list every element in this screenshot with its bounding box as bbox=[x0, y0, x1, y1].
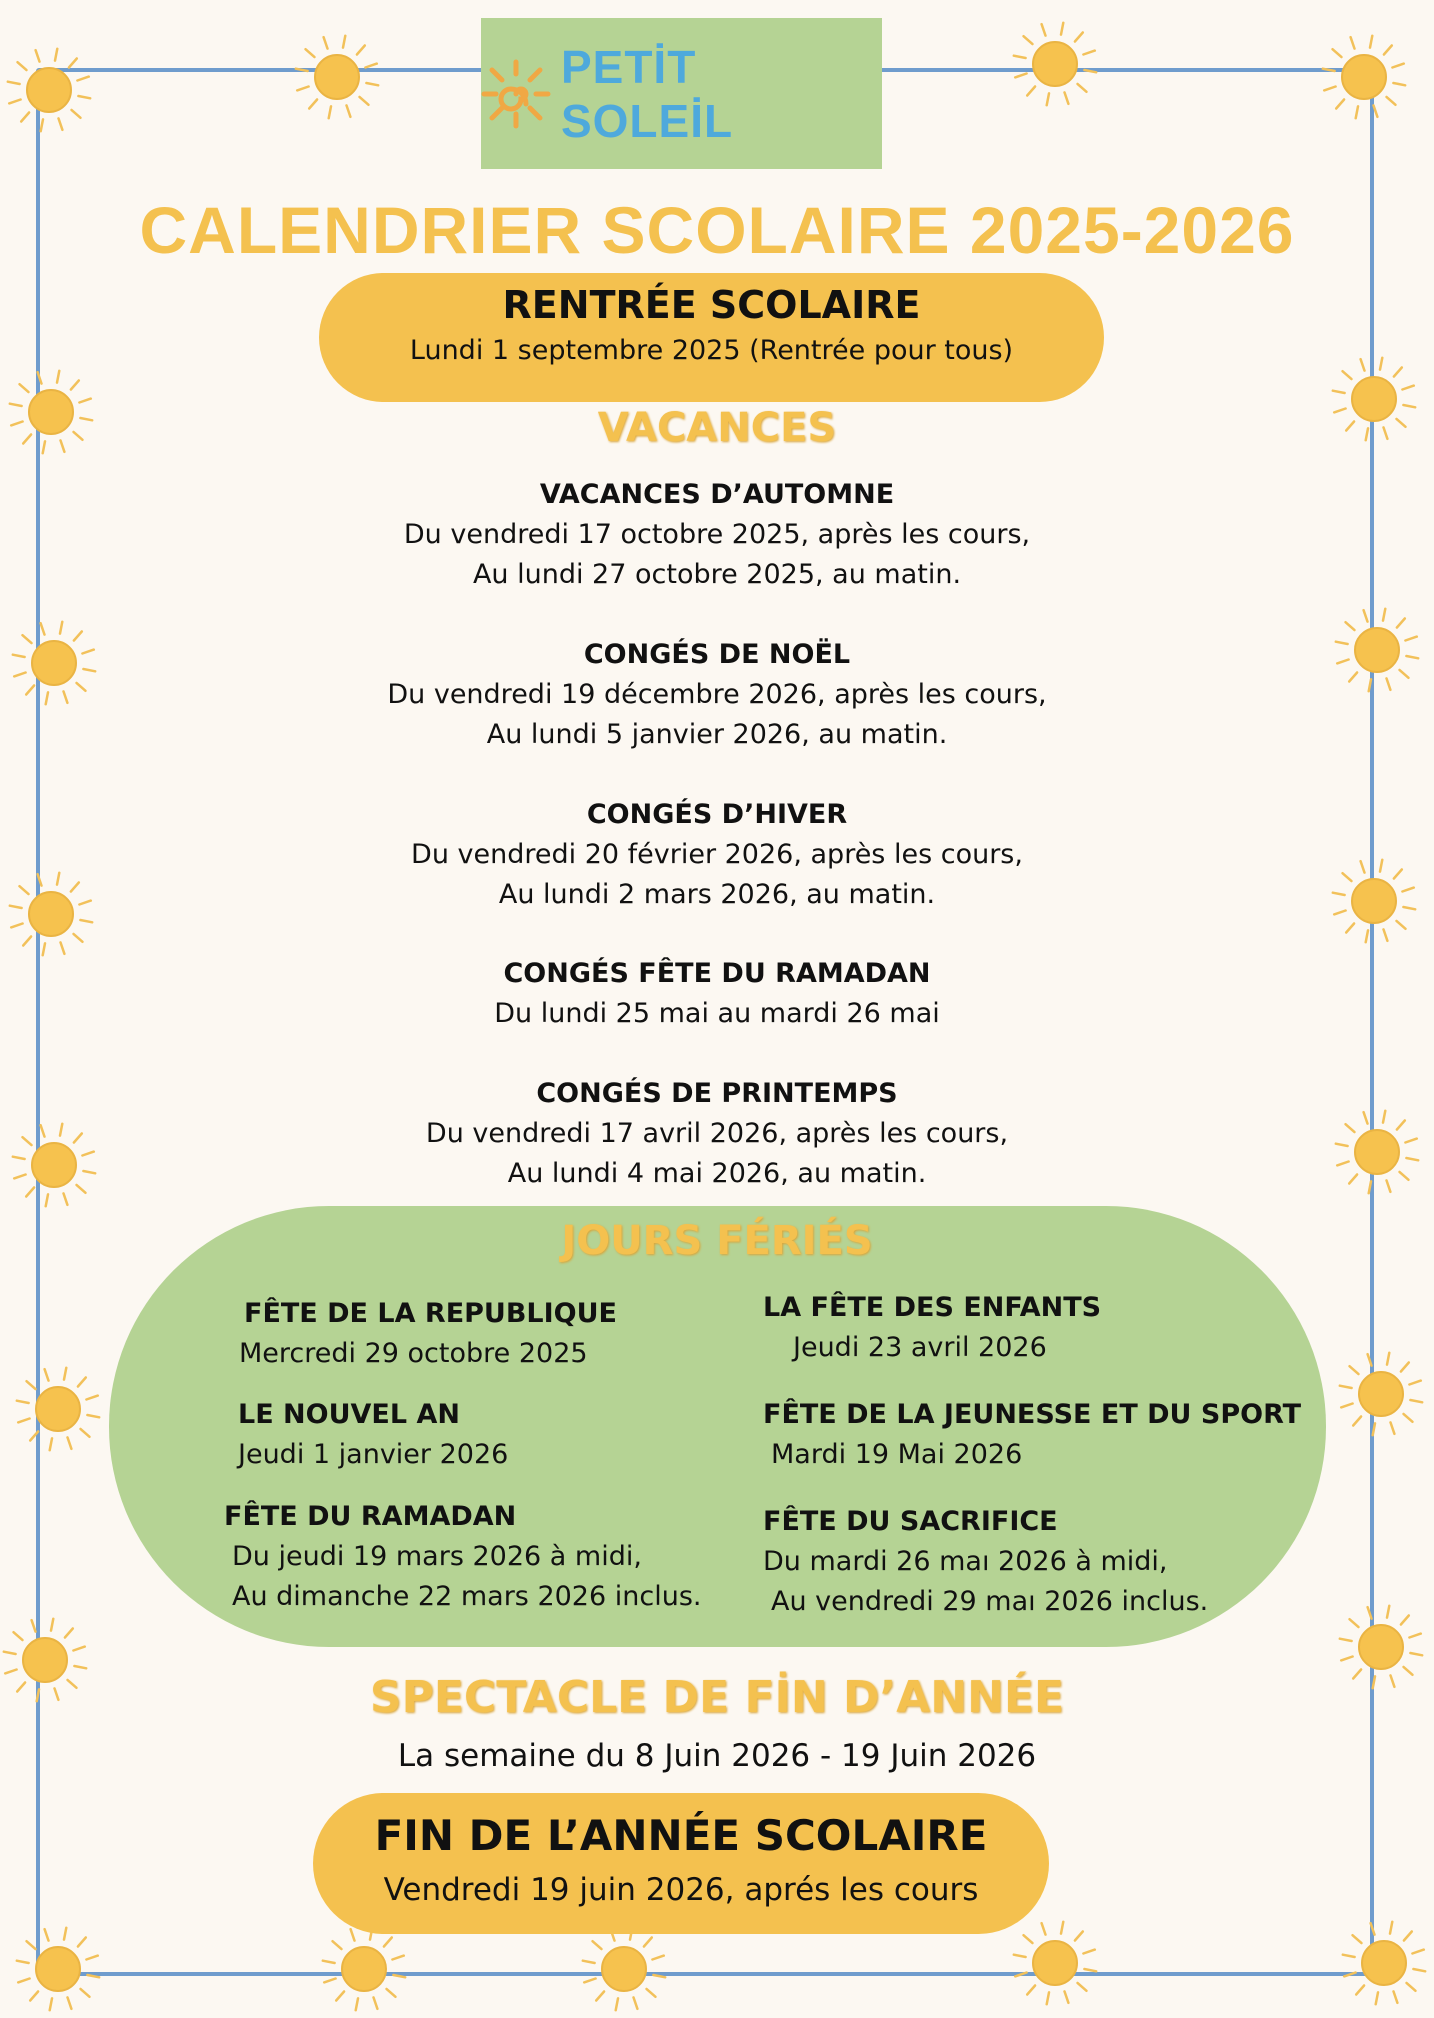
holiday-name: FÊTE DU SACRIFICE bbox=[763, 1506, 1058, 1537]
sun-icon bbox=[1319, 32, 1409, 122]
holiday-name: FÊTE DU RAMADAN bbox=[224, 1501, 517, 1532]
logo bbox=[481, 18, 882, 169]
vacation-dates: Du lundi 25 mai au mardi 26 mai bbox=[494, 998, 940, 1029]
vacation-end: Au lundi 4 mai 2026, au matin. bbox=[507, 1158, 927, 1189]
sun-icon bbox=[1010, 19, 1100, 109]
vacation-item bbox=[0, 1074, 1434, 1194]
vacation-item bbox=[0, 475, 1434, 595]
vacation-item bbox=[0, 635, 1434, 755]
holiday-item bbox=[239, 1294, 618, 1374]
feries-title: JOURS FÉRIÉS bbox=[561, 1218, 873, 1264]
holiday-end: Au dimanche 22 mars 2026 inclus. bbox=[232, 1581, 702, 1612]
holiday-item bbox=[238, 1395, 508, 1475]
vacation-item bbox=[0, 954, 1434, 1034]
logo-text: PETİT SOLEİL bbox=[560, 40, 734, 147]
vacation-start: Du vendredi 17 avril 2026, après les cours, bbox=[425, 1118, 1009, 1149]
vacation-name: CONGÉS D’HIVER bbox=[586, 799, 848, 830]
rentree-banner bbox=[319, 273, 1104, 402]
holiday-item bbox=[224, 1497, 701, 1617]
sun-icon bbox=[1339, 1918, 1429, 2008]
page-title: CALENDRIER SCOLAIRE 2025-2026 bbox=[139, 193, 1295, 267]
rentree-date: Lundi 1 septembre 2025 (Rentrée pour tous) bbox=[409, 335, 1014, 366]
vacation-name: CONGÉS DE NOËL bbox=[583, 639, 851, 670]
spectacle-date: La semaine du 8 Juin 2026 - 19 Juin 2026 bbox=[397, 1738, 1037, 1774]
holiday-date: Jeudi 1 janvier 2026 bbox=[238, 1439, 509, 1470]
sun-icon bbox=[1010, 1918, 1100, 2008]
sun-icon bbox=[579, 1924, 669, 2014]
fin-heading: FIN DE L’ANNÉE SCOLAIRE bbox=[374, 1811, 988, 1860]
holiday-end: Au vendredi 29 maı 2026 inclus. bbox=[771, 1586, 1209, 1617]
vacances-title: VACANCES bbox=[597, 405, 837, 451]
vacation-name: CONGÉS FÊTE DU RAMADAN bbox=[503, 958, 931, 989]
vacation-end: Au lundi 27 octobre 2025, au matin. bbox=[472, 559, 962, 590]
sun-icon bbox=[4, 45, 94, 135]
holiday-start: Du mardi 26 maı 2026 à midi, bbox=[763, 1546, 1168, 1577]
vacation-end: Au lundi 2 mars 2026, au matin. bbox=[498, 879, 936, 910]
holiday-item bbox=[763, 1288, 1101, 1368]
holiday-name: LA FÊTE DES ENFANTS bbox=[763, 1292, 1102, 1323]
fin-date: Vendredi 19 juin 2026, aprés les cours bbox=[383, 1872, 979, 1908]
sun-icon bbox=[292, 32, 382, 122]
holiday-item bbox=[763, 1502, 1208, 1622]
sun-icon bbox=[13, 1364, 103, 1454]
holiday-date: Mercredi 29 octobre 2025 bbox=[239, 1338, 588, 1369]
holiday-date: Jeudi 23 avril 2026 bbox=[793, 1332, 1047, 1363]
holiday-date: Mardi 19 Mai 2026 bbox=[771, 1439, 1023, 1470]
vacation-end: Au lundi 5 janvier 2026, au matin. bbox=[486, 719, 948, 750]
vacation-start: Du vendredi 19 décembre 2026, après les cours, bbox=[387, 679, 1047, 710]
holiday-name: FÊTE DE LA REPUBLIQUE bbox=[244, 1298, 618, 1329]
sun-icon bbox=[1336, 1349, 1426, 1439]
sun-icon bbox=[13, 1924, 103, 2014]
spectacle-title: SPECTACLE DE FİN D’ANNÉE bbox=[369, 1672, 1065, 1723]
vacation-name: VACANCES D’AUTOMNE bbox=[539, 479, 895, 510]
holiday-name: LE NOUVEL AN bbox=[238, 1399, 460, 1430]
rentree-heading: RENTRÉE SCOLAIRE bbox=[502, 283, 921, 327]
holiday-start: Du jeudi 19 mars 2026 à midi, bbox=[232, 1541, 642, 1572]
sun-logo-icon bbox=[481, 59, 551, 129]
vacation-start: Du vendredi 17 octobre 2025, après les cours, bbox=[403, 519, 1031, 550]
holiday-name: FÊTE DE LA JEUNESSE ET DU SPORT bbox=[763, 1399, 1302, 1430]
vacation-start: Du vendredi 20 février 2026, après les cours, bbox=[411, 839, 1023, 870]
vacation-name: CONGÉS DE PRINTEMPS bbox=[536, 1078, 898, 1109]
sun-icon bbox=[319, 1924, 409, 2014]
vacation-item bbox=[0, 795, 1434, 915]
fin-annee-banner bbox=[313, 1793, 1049, 1934]
holiday-item bbox=[763, 1395, 1301, 1475]
